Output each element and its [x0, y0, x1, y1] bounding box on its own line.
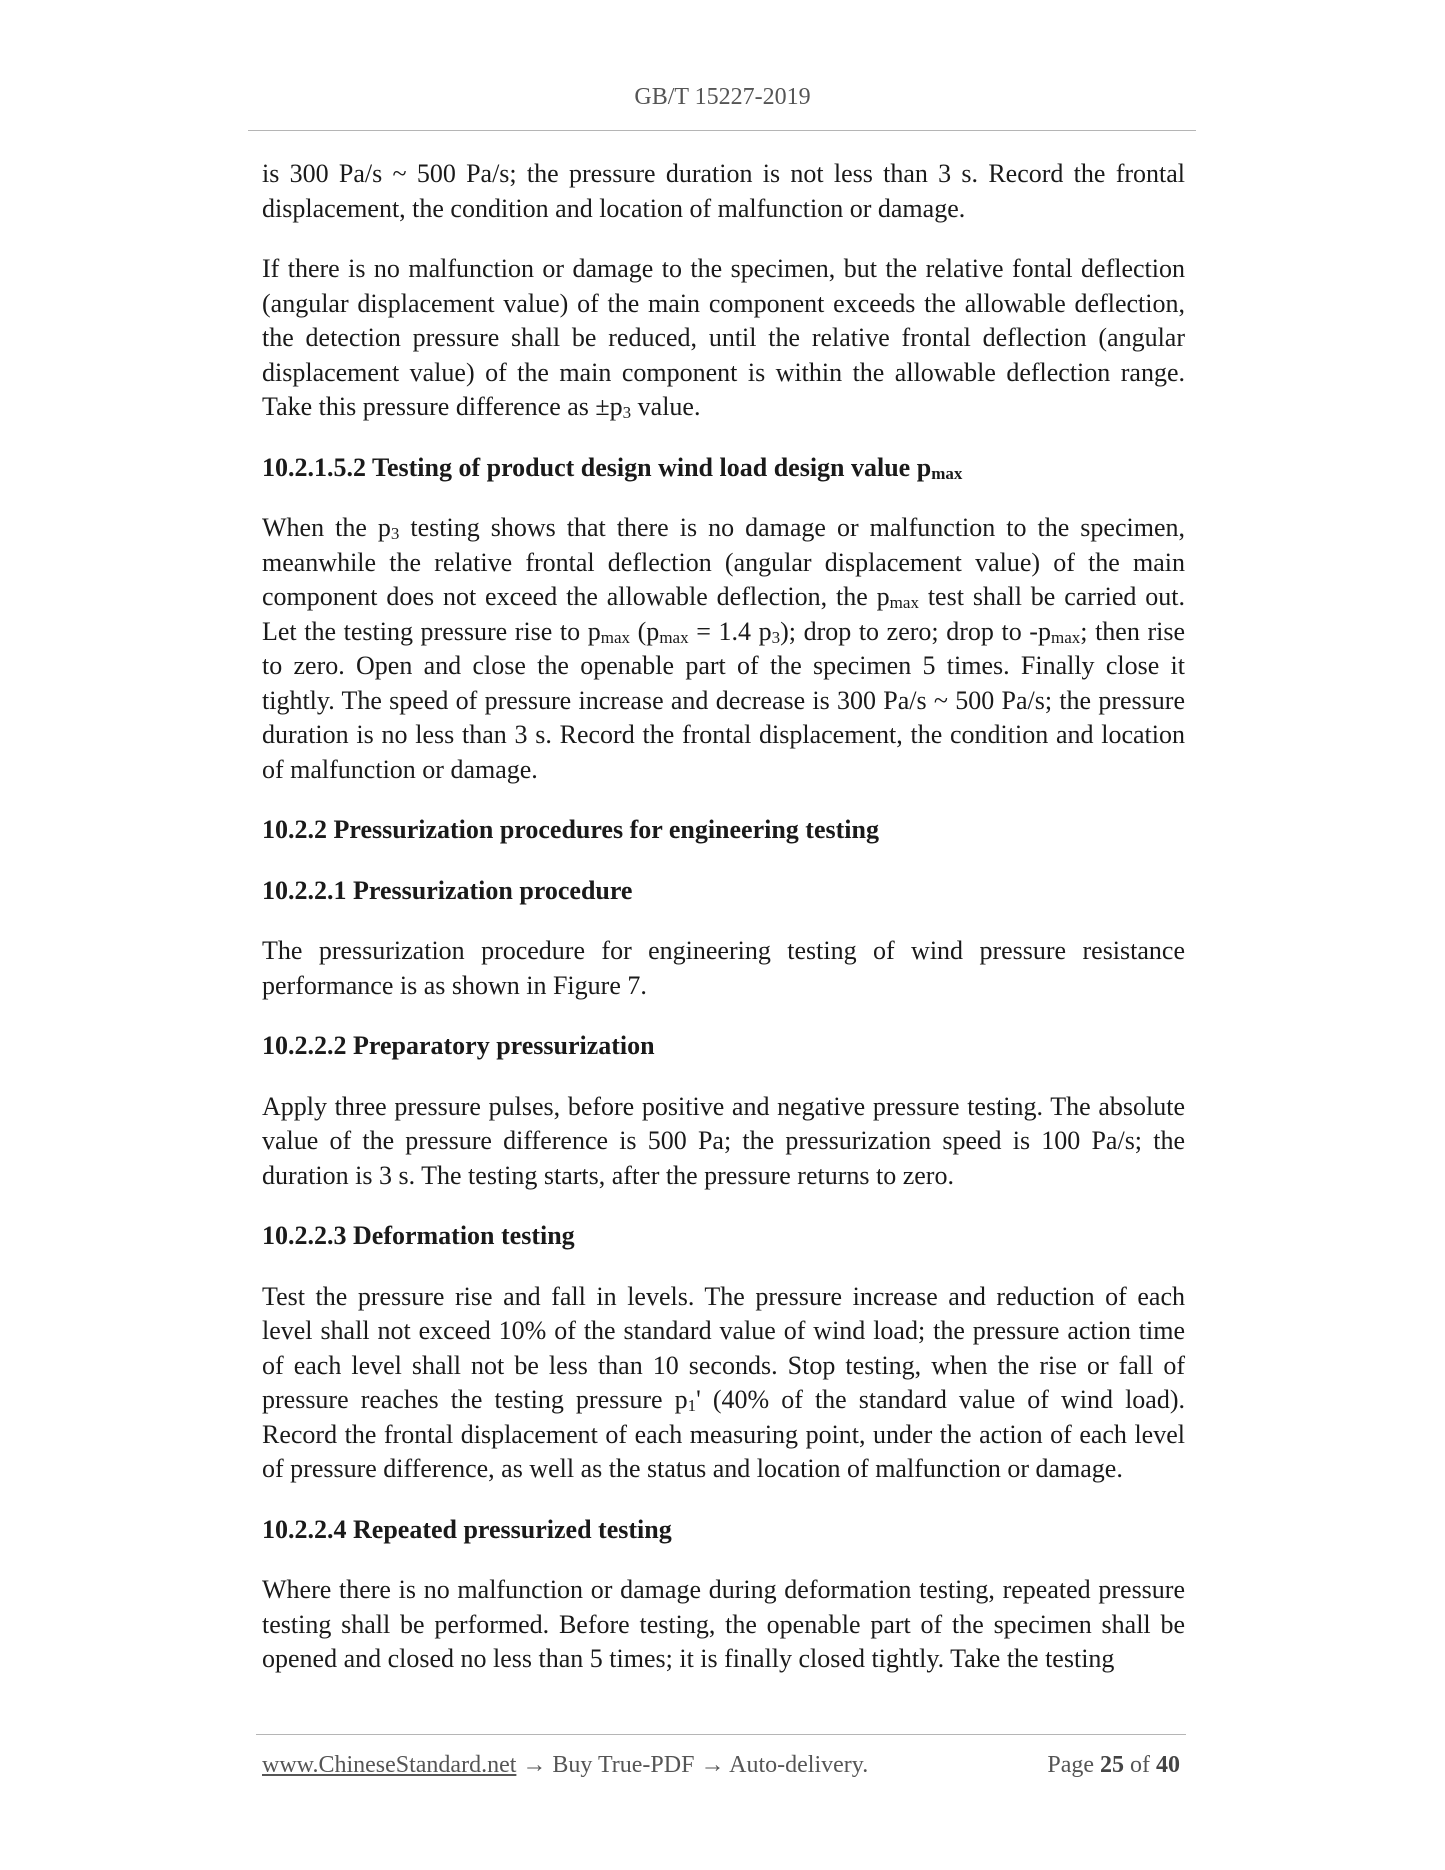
page-number: Page 25 of 40 [1047, 1752, 1180, 1778]
paragraph: The pressurization procedure for engineering testing of wind pressure resistance performance is as shown in Figure 7. [262, 936, 1185, 1000]
section-heading: 10.2.2.1 Pressurization procedure [262, 875, 633, 905]
paragraph: If there is no malfunction or damage to the specimen, but the relative fontal deflection (angular displacement value) of the main component exceeds the allowable deflection, the detection pressure shall be reduced, until the relative frontal deflection (angular displacement value) of the main component is within the allowable deflection range. Take this pressure difference as ±p3 value. [262, 254, 1185, 422]
footer-divider [256, 1734, 1186, 1735]
section-heading: 10.2.2 Pressurization procedures for engineering testing [262, 815, 879, 844]
paragraph: Apply three pressure pulses, before positive and negative pressure testing. The absolute value of the pressure difference is 500 Pa; the pressurization speed is 100 Pa/s; the duration is 3 s. The testing starts, after the pressure returns to zero. [262, 1091, 1185, 1190]
paragraph: Where there is no malfunction or damage during deformation testing, repeated pressure testing shall be performed. Before testing, the openable part of the specimen shall be opened and closed no less than 5 times; it is finally closed tightly. Take the testing [262, 1575, 1185, 1673]
header-divider [248, 130, 1196, 131]
page-body [262, 157, 1185, 1703]
paragraph: When the p3 testing shows that there is no damage or malfunction to the specimen, meanwhile the relative frontal deflection (angular displacement value) of the main component does not exceed the allowable deflection, the pmax test shall be carried out. Let the testing pressure rise to pmax (pmax = 1.4 p3); drop to zero; drop to -pmax; then rise to zero. Open and close the openable part of the specimen 5 times. Finally close it tightly. The speed of pressure increase and decrease is 300 Pa/s ~ 500 Pa/s; the pressure duration is no less than 3 s. Record the frontal displacement, the condition and location of malfunction or damage. [262, 513, 1185, 784]
footer-promo: www.ChineseStandard.net → Buy True-PDF → Auto-delivery. [262, 1752, 869, 1778]
section-heading: 10.2.2.2 Preparatory pressurization [262, 1031, 655, 1060]
section-heading: 10.2.2.3 Deformation testing [262, 1221, 575, 1250]
arrow-right-icon: → [522, 1752, 547, 1778]
paragraph: is 300 Pa/s ~ 500 Pa/s; the pressure duration is not less than 3 s. Record the frontal displacement, the condition and location of malfunction or damage. [262, 159, 1185, 223]
running-header: GB/T 15227-2019 [634, 84, 811, 110]
section-heading: 10.2.2.4 Repeated pressurized testing [262, 1514, 672, 1544]
arrow-right-icon: → [700, 1752, 725, 1778]
section-heading: 10.2.1.5.2 Testing of product design wind load design value pmax [262, 452, 963, 483]
paragraph: Test the pressure rise and fall in levels. The pressure increase and reduction of each level shall not exceed 10% of the standard value of wind load; the pressure action time of each level shall not be less than 10 seconds. Stop testing, when the rise or fall of pressure reaches the testing pressure p1' (40% of the standard value of wind load). Record the frontal displacement of each measuring point, under the action of each level of pressure difference, as well as the status and location of malfunction or damage. [262, 1281, 1185, 1483]
website-link[interactable]: www.ChineseStandard.net [262, 1752, 517, 1778]
